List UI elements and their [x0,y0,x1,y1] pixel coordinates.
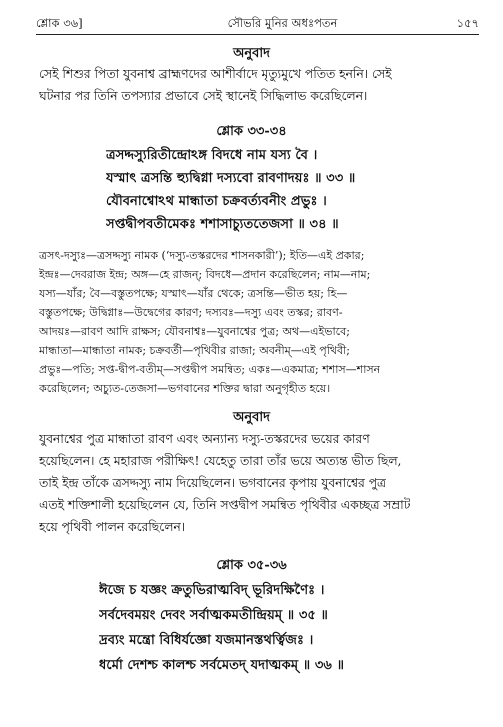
verse-line: যস্মাৎ ত্রসন্তি হ্যুদ্বিগ্না দস্যবো রাবণাদয়ঃ ॥ ৩৩ ॥ [106,171,356,186]
translation-line: যুবনাশ্বের পুত্র মান্ধাতা রাবণ এবং অন্যান্য দস্যু-তস্করদের ভয়ের কারণ [39,432,370,446]
synonym-line: যস্য—যাঁর; বৈ—বস্তুতপক্ষে; যস্মাৎ—যাঁর থেকে; ত্রসন্তি—ভীত হয়; হি— [39,287,348,300]
verse-line: দ্রব্যং মন্ত্রো বিধির্যজ্ঞো যজমানস্তথর্ত্বিজঃ । [99,633,314,648]
synonym-line: ইন্দ্রঃ—দেবরাজ ইন্দ্র; অঙ্গ—হে রাজন্; বিদধে—প্রদান করেছিলেন; নাম—নাম; [39,268,371,281]
translation-heading: অনুবাদ [233,46,270,61]
translation-heading: অনুবাদ [233,410,270,425]
verse-line: ধর্মো দেশশ্চ কালশ্চ সর্বমেতদ্ যদাত্মকম্ ॥ ৩৬ ॥ [99,658,345,673]
synonym-line: প্রভুঃ—পতি; সপ্ত-দ্বীপ-বতীম্—সপ্তদ্বীপ সমন্বিত; একঃ—একমাত্র; শশাস—শাসন [39,363,381,376]
header-chapter-title: সৌভরি মুনির অধঃপতন [227,15,338,30]
synonym-line: বস্তুতপক্ষে; উদ্বিগ্নাঃ—উদ্বেগের কারণ; দস্যবঃ—দস্যু এবং তস্কর; রাবণ- [39,306,343,319]
verse-line: ত্রসদ্দস্যুরিতীন্দ্রোঽঙ্গ বিদধে নাম যস্য বৈ । [106,148,318,163]
verse-heading: শ্লোক ৩৫-৩৬ [216,558,287,573]
verse-line: যৌবনাশ্বোঽথ মান্ধাতা চক্রবর্ত্যবনীং প্রভুঃ । [106,194,327,209]
synonym-line: আদয়ঃ—রাবণ আদি রাক্ষস; যৌবনাশ্বঃ—যুবনাশ্বের পুত্র; অথ—এইভাবে; [39,325,350,338]
synonym-line: করেছিলেন; অচ্যুত-তেজসা—ভগবানের শক্তির দ্বারা অনুগৃহীত হয়ে। [39,382,331,395]
header-verse-range: শ্লোক ৩৬] [36,15,83,30]
translation-line: তাই ইন্দ্র তাঁকে ত্রসদ্দস্যু নাম দিয়েছিলেন। ভগবানের কৃপায় যুবনাশ্বের পুত্র [39,476,387,490]
verse-heading: শ্লোক ৩৩-৩৪ [216,124,287,139]
synonym-line: ত্রসৎ-দস্যুঃ—ত্রসদ্দস্যু নামক (‘দস্যু-তস্করদের শাসনকারী’); ইতি—এই প্রকার; [39,249,365,262]
translation-line: হয়ে পৃথিবী পালন করেছিলেন। [39,520,186,534]
verse-line: সপ্তদ্বীপবতীমেকঃ শশাসাচ্যুততেজসা ॥ ৩৪ ॥ [106,217,339,232]
header-page-number: ১৫৭ [456,15,479,30]
verse-line: সর্বদেবময়ং দেবং সর্বাত্মকমতীন্দ্রিয়ম্ ॥ ৩৫ ॥ [99,608,329,623]
running-header [36,14,479,35]
translation-line: এতই শক্তিশালী হয়েছিলেন যে, তিনি সপ্তদ্বীপ সমন্বিত পৃথিবীর একচ্ছত্র সম্রাট [39,498,411,512]
translation-line: হয়েছিলেন। হে মহারাজ পরীক্ষিৎ! যেহেতু তারা তাঁর ভয়ে অত্যন্ত ভীত ছিল, [39,454,402,468]
translation-line: সেই শিশুর পিতা যুবনাশ্ব ব্রাহ্মণদের আশীর্বাদে মৃত্যুমুখে পতিত হননি। সেই [39,67,392,81]
synonym-line: মান্ধাতা—মান্ধাতা নামক; চক্রবর্তী—পৃথিবীর রাজা; অবনীম্—এই পৃথিবী; [39,344,350,357]
translation-line: ঘটনার পর তিনি তপস্যার প্রভাবে সেই স্থানেই সিদ্ধিলাভ করেছিলেন। [39,89,368,103]
verse-line: ঈজে চ যজ্ঞং ক্রতুভিরাত্মবিদ্ ভূরিদক্ষিণৈঃ । [99,583,325,598]
